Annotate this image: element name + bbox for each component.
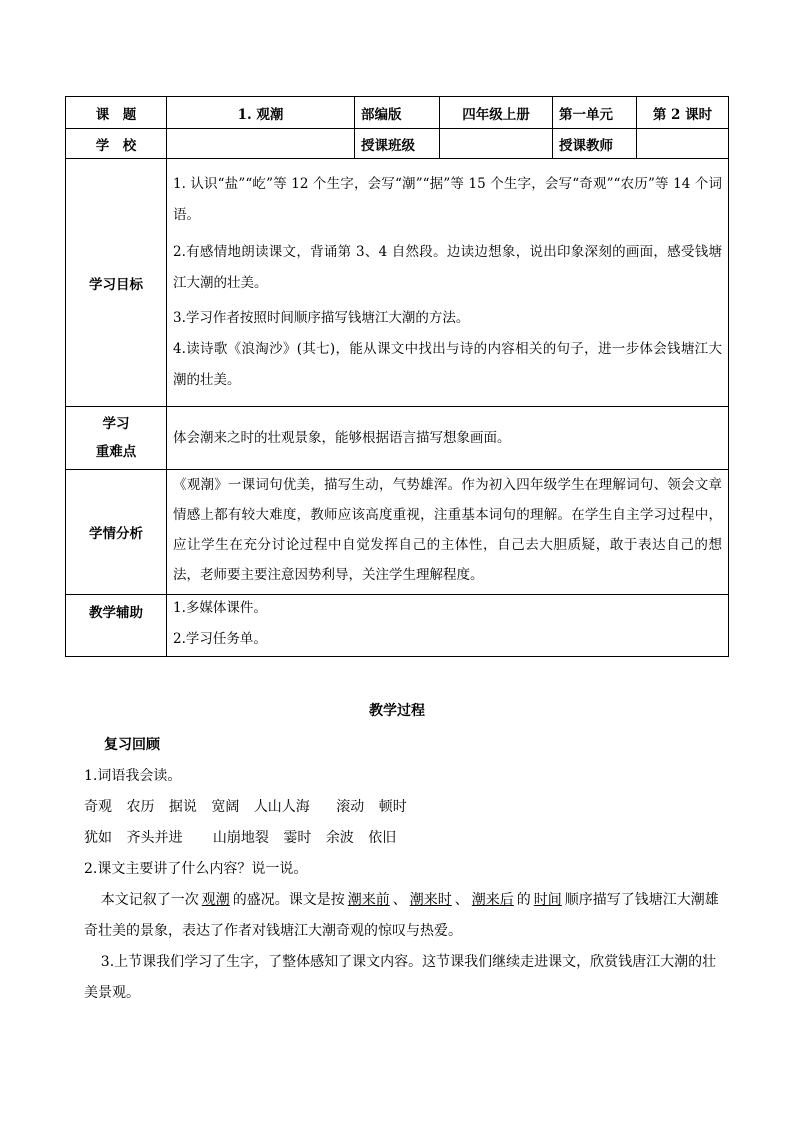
lesson-title: 1. 观潮 <box>167 97 355 129</box>
answer-text: 本文记叙了一次 <box>100 892 199 908</box>
teacher-label: 授课教师 <box>553 129 637 159</box>
edition-cell: 部编版 <box>355 97 440 129</box>
answer-text: 的盛况。课文是按 <box>232 892 345 908</box>
table-row-school <box>66 129 729 159</box>
teaching-process <box>84 730 728 1009</box>
fill-blank: 时间 <box>533 892 562 908</box>
question-3: 3.上节课我们学习了生字，了整体感知了课文内容。这节课我们继续走进课文，欣赏钱唐江大潮的壮美景观。 <box>84 954 717 1001</box>
key-points-label <box>66 407 167 470</box>
aid-item: 1.多媒体课件。 <box>173 599 267 616</box>
key-points-label-line1: 学习 <box>102 416 130 432</box>
school-value <box>167 129 355 159</box>
analysis-label: 学情分析 <box>66 470 167 595</box>
goals-content <box>167 159 729 407</box>
word-item: 顿时 <box>378 799 407 815</box>
word-item: 据说 <box>168 799 197 815</box>
fill-blank: 潮来前 <box>347 892 390 908</box>
table-row-key-points <box>66 407 729 470</box>
goal-item: 2.有感情地朗读课文，背诵第 3、4 自然段。边读边想象，说出印象深刻的画面，感受钱塘江大潮的壮美。 <box>173 244 722 291</box>
class-label: 授课班级 <box>355 129 440 159</box>
answer-text: 顺序描写了钱塘江大潮雄奇壮美的景象，表达了作者对钱塘江大潮奇观的惊叹与热爱。 <box>84 892 719 939</box>
word-item: 齐头并进 <box>126 830 183 846</box>
fill-blank: 潮来后 <box>471 892 514 908</box>
word-list-line1 <box>84 792 728 823</box>
question-2: 2.课文主要讲了什么内容？说一说。 <box>84 861 308 877</box>
goals-label: 学习目标 <box>66 159 167 407</box>
question-1: 1.词语我会读。 <box>84 768 182 784</box>
word-item: 犹如 <box>84 830 112 846</box>
key-points-label-line2: 重难点 <box>95 444 137 460</box>
table-row-analysis <box>66 470 729 595</box>
word-item: 霎时 <box>283 830 312 846</box>
word-item: 农历 <box>126 799 155 815</box>
answer-text: 、 <box>392 892 407 908</box>
answer-paragraph <box>84 885 728 947</box>
analysis-text: 《观潮》一课词句优美，描写生动，气势雄浑。作为初入四年级学生在理解词句、领会文章情感上都有较大难度，教师应该高度重视，注重基本词句的理解。在学生自主学习过程中，应让学生在充分讨论过程中自觉发挥自己的主体性，自己去大胆质疑，敢于表达自己的想法，老师要主要注意因势利导，关注学生理解程度。 <box>173 477 722 583</box>
lesson-info-table <box>65 96 729 657</box>
table-row-aids <box>66 595 729 657</box>
subject-label: 课 题 <box>66 97 167 129</box>
word-item: 依旧 <box>368 830 397 846</box>
school-label: 学 校 <box>66 129 167 159</box>
analysis-content <box>167 470 729 595</box>
aids-content <box>167 595 729 657</box>
fill-blank: 观潮 <box>201 892 230 908</box>
answer-text: 的 <box>516 892 531 908</box>
section-title: 教学过程 <box>369 703 425 719</box>
aid-item: 2.学习任务单。 <box>173 630 267 647</box>
word-item: 奇观 <box>84 799 112 815</box>
review-heading: 复习回顾 <box>104 737 160 753</box>
table-row-goals <box>66 159 729 407</box>
class-value <box>440 129 553 159</box>
goal-item: 1. 认识“盐”“屹”等 12 个生字，会写“潮”“据”等 15 个生字，会写“奇观”“农历”等 14 个词语。 <box>173 176 722 223</box>
goal-item: 4.读诗歌《浪淘沙》(其七)，能从课文中找出与诗的内容相关的句子，进一步体会钱塘江大潮的壮美。 <box>173 341 722 388</box>
word-item: 人山人海 <box>253 799 310 815</box>
goal-item: 3.学习作者按照时间顺序描写钱塘江大潮的方法。 <box>173 310 470 326</box>
teacher-value <box>637 129 729 159</box>
fill-blank: 潮来时 <box>409 892 452 908</box>
answer-text: 、 <box>454 892 469 908</box>
unit-cell: 第一单元 <box>553 97 637 129</box>
grade-cell: 四年级上册 <box>440 97 553 129</box>
aids-label: 教学辅助 <box>66 595 167 657</box>
word-item: 宽阔 <box>211 799 240 815</box>
word-list-line2 <box>84 823 728 854</box>
key-points-content <box>167 407 729 470</box>
table-row-title <box>66 97 729 129</box>
period-cell: 第 2 课时 <box>637 97 729 129</box>
word-item: 余波 <box>325 830 354 846</box>
key-points-text: 体会潮来之时的壮观景象，能够根据语言描写想象画面。 <box>173 430 511 446</box>
word-item: 滚动 <box>336 799 365 815</box>
word-item: 山崩地裂 <box>212 830 269 846</box>
